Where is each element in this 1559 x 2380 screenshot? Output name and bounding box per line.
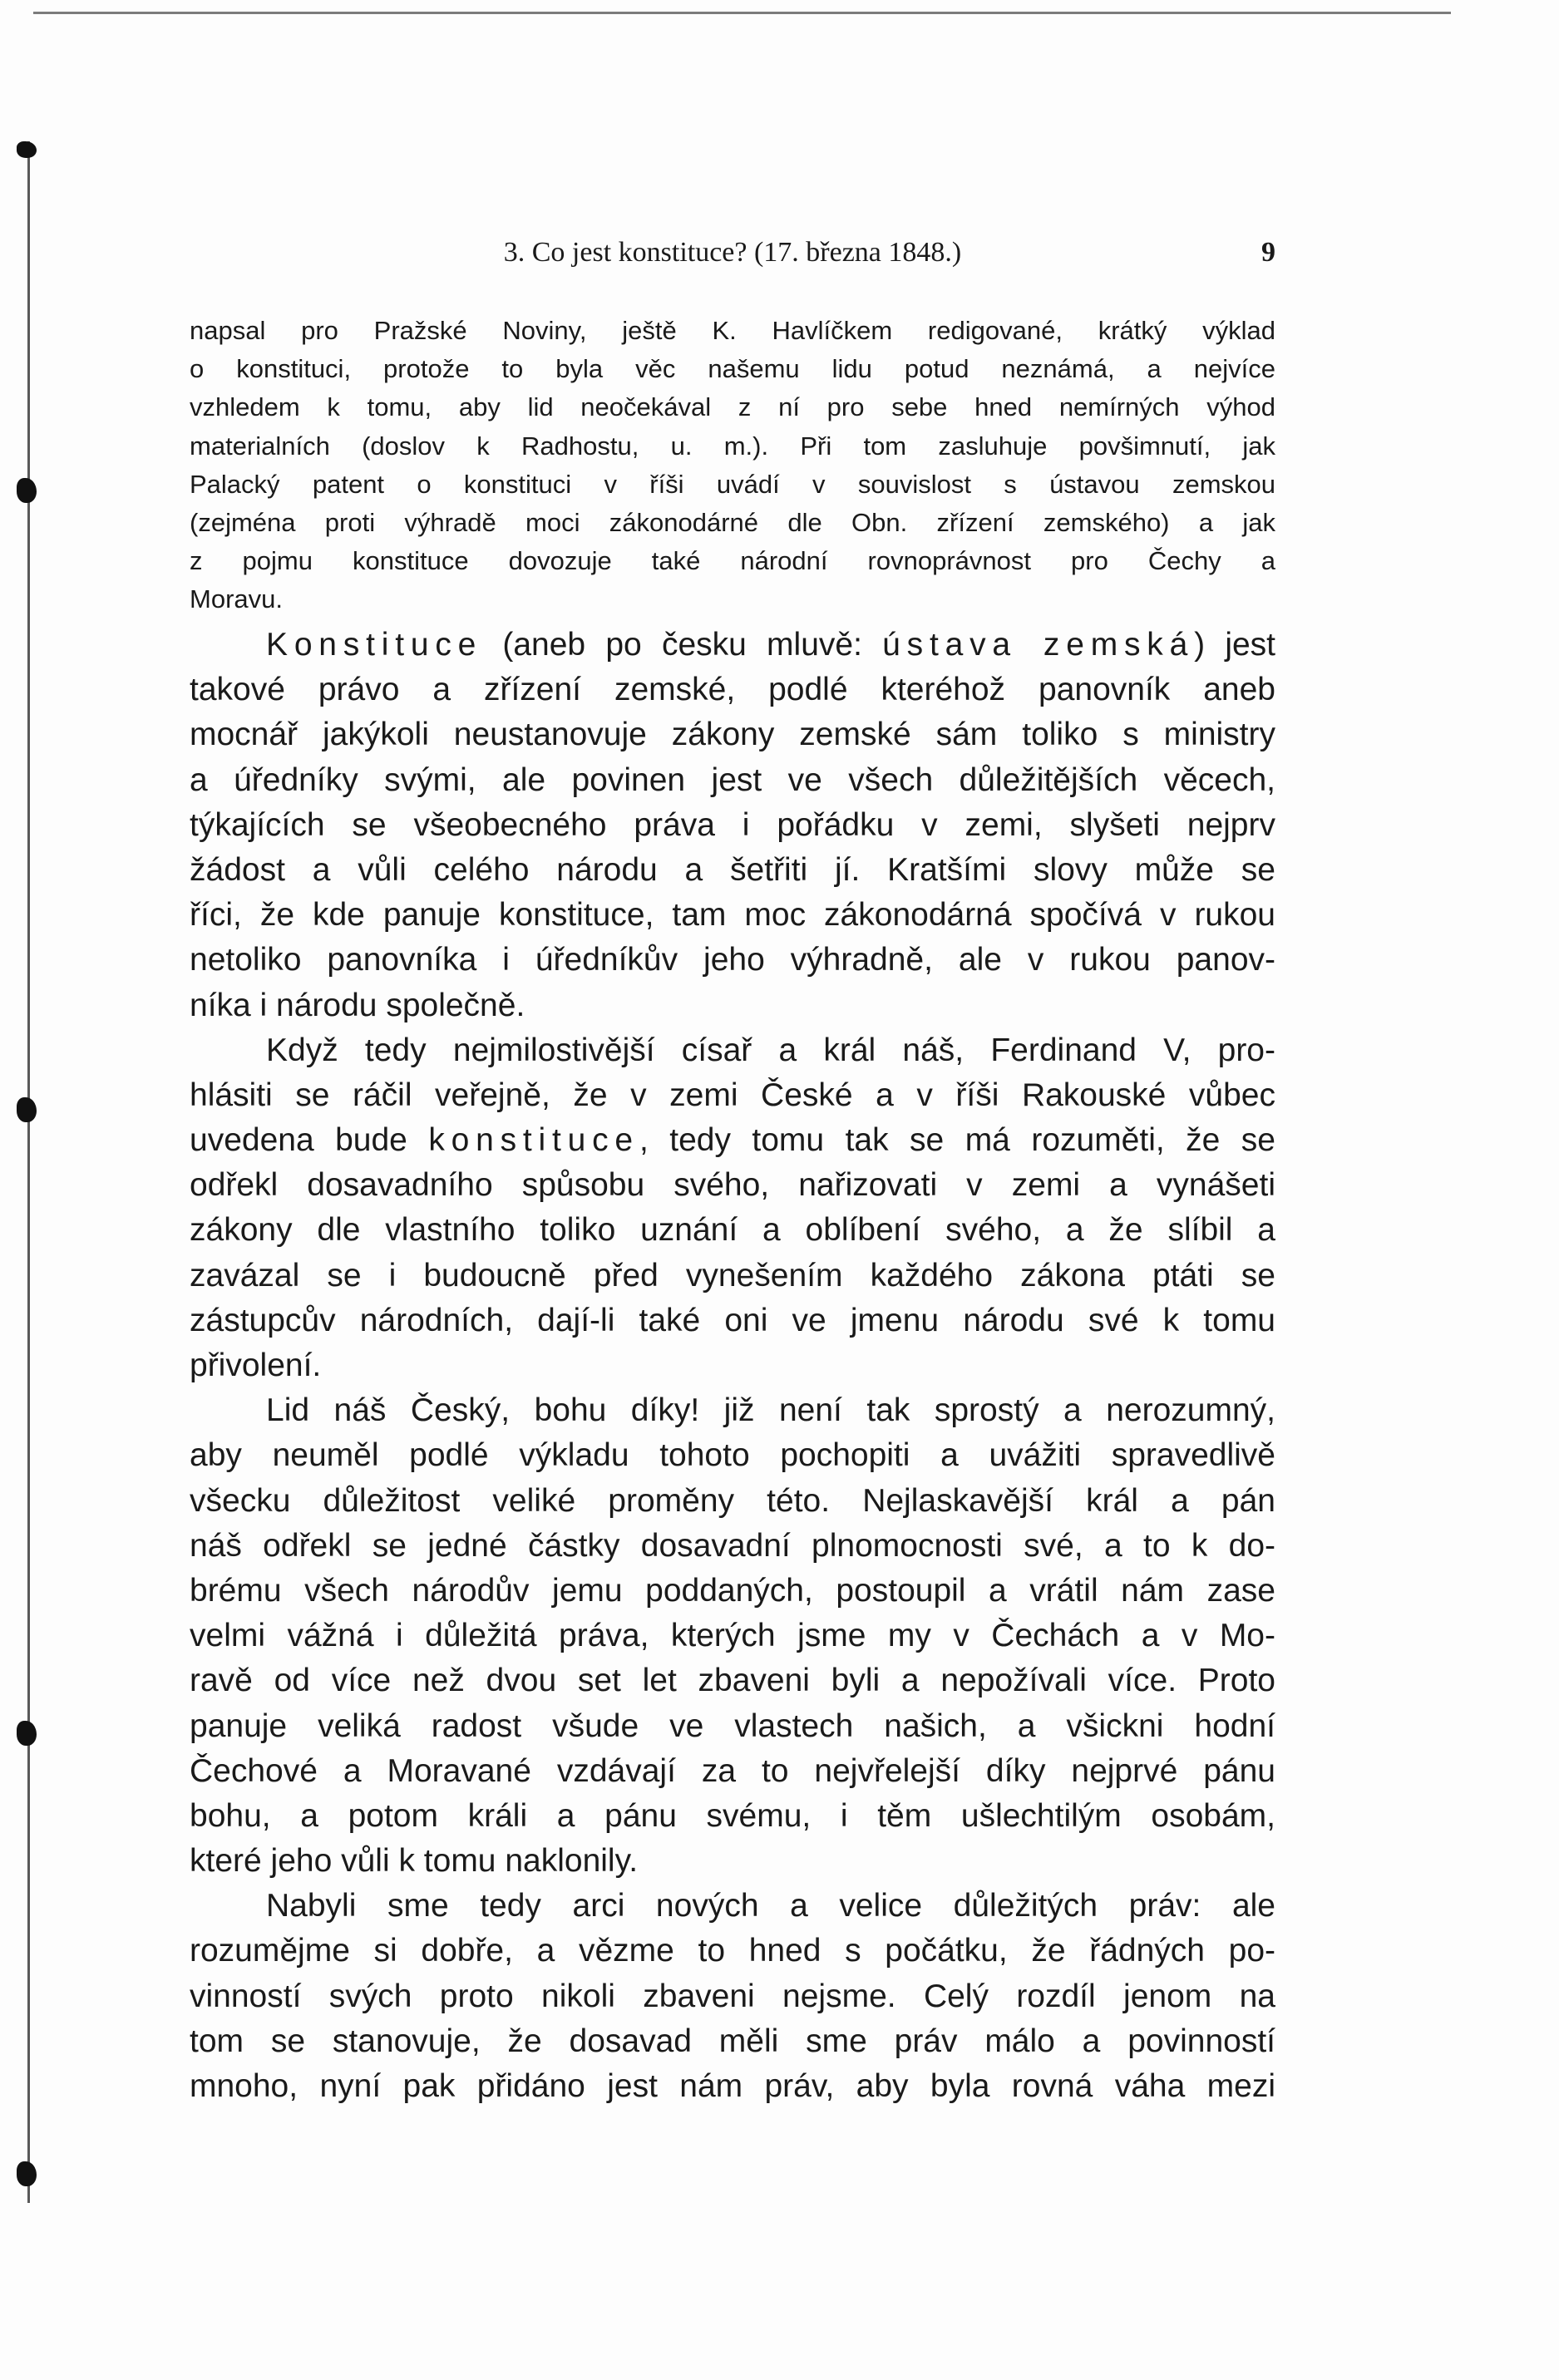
text-line	[190, 712, 1275, 757]
text-segment: mnoho, nyní pak přidáno jest nám práv, aby byla rovná váha mezi	[190, 2068, 1275, 2104]
text-line	[190, 938, 1275, 983]
text-segment: zástupcův národních, dají-li také oni ve jmenu národu své k tomu	[190, 1302, 1275, 1338]
text-segment: bohu, a potom králi a pánu svému, i těm ušlechtilým osobám,	[190, 1797, 1275, 1834]
text-line	[190, 848, 1275, 893]
text-segment: panuje veliká radost všude ve vlastech našich, a všickni hodní	[190, 1707, 1275, 1744]
text-line	[190, 1298, 1275, 1343]
text-line	[190, 580, 1275, 618]
running-title: 3. Co jest konstituce? (17. března 1848.)	[503, 237, 962, 268]
text-line	[190, 1479, 1275, 1524]
text-line	[190, 1839, 1275, 1884]
text-segment: týkajících se všeobecného práva i pořádku v zemi, slyšeti nejprv	[190, 806, 1275, 843]
text-line	[190, 758, 1275, 803]
binding-margin-line	[27, 141, 30, 2203]
text-segment: Palacký patent o konstituci v říši uvádí v souvislost s ústavou zemskou	[190, 469, 1275, 499]
text-line	[190, 623, 1275, 668]
text-line	[190, 1974, 1275, 2019]
text-segment: ) jest	[1194, 627, 1275, 663]
text-line	[190, 1433, 1275, 1478]
text-segment: které jeho vůli k tomu naklonily.	[190, 1843, 639, 1880]
margin-mark	[17, 2161, 37, 2186]
text-segment: napsal pro Pražské Noviny, ještě K. Havlíčkem redigované, krátký výklad	[190, 316, 1275, 345]
text-segment: vzhledem k tomu, aby lid neočekával z ní pro sebe hned nemírných výhod	[190, 392, 1275, 422]
text-line	[190, 803, 1275, 848]
emphasized-term: Konstituce	[266, 627, 483, 663]
text-segment: mocnář jakýkoli neustanovuje zákony zemské sám toliko s ministry	[190, 717, 1275, 753]
text-segment: ravě od více než dvou set let zbaveni byli a nepožívali více. Proto	[190, 1663, 1275, 1699]
text-line	[190, 1569, 1275, 1614]
text-segment: Nabyli sme tedy arci nových a velice důležitých práv: ale	[266, 1888, 1275, 1924]
margin-mark	[17, 1097, 37, 1122]
text-segment: žádost a vůli celého národu a šetřiti jí. Kratšími slovy může se	[190, 851, 1275, 888]
text-line	[190, 427, 1275, 466]
text-line	[190, 893, 1275, 938]
text-segment: materialních (doslov k Radhostu, u. m.). Při tom zasluhuje povšimnutí, jak	[190, 431, 1275, 461]
body-text	[190, 623, 1275, 2109]
text-line	[190, 2019, 1275, 2064]
text-line	[190, 1254, 1275, 1298]
text-segment: zavázal se i budoucně před vynešením každého zákona ptáti se	[190, 1257, 1275, 1293]
emphasized-term: ústava zemská	[882, 627, 1195, 663]
text-segment: Čechové a Moravané vzdávají za to nejvřelejší díky nejprvé pánu	[190, 1752, 1275, 1789]
text-segment: tom se stanovuje, že dosavad měli sme práv málo a povinností	[190, 2023, 1275, 2059]
text-line	[190, 983, 1275, 1028]
intro-note	[190, 312, 1275, 619]
emphasized-term: konstituce	[428, 1122, 639, 1159]
margin-mark	[17, 478, 37, 503]
text-line	[190, 1929, 1275, 1973]
text-line	[190, 1073, 1275, 1118]
text-line	[190, 1028, 1275, 1073]
text-line	[190, 668, 1275, 712]
text-line	[190, 1749, 1275, 1794]
text-segment: brému všech národův jemu poddaných, postoupil a vrátil nám zase	[190, 1572, 1275, 1609]
text-segment: odřekl dosavadního spůsobu svého, nařizovati v zemi a vynášeti	[190, 1167, 1275, 1204]
text-segment: aby neuměl podlé výkladu tohoto pochopiti a uvážiti spravedlivě	[190, 1437, 1275, 1474]
text-line	[190, 1163, 1275, 1208]
text-segment: přivolení.	[190, 1348, 322, 1383]
text-segment: Když tedy nejmilostivější císař a král náš, Ferdinand V, pro-	[266, 1032, 1275, 1068]
text-segment: o konstituci, protože to byla věc našemu lidu potud neznámá, a nejvíce	[190, 354, 1275, 384]
text-line	[190, 1208, 1275, 1253]
text-line	[190, 1388, 1275, 1433]
text-segment: říci, že kde panuje konstituce, tam moc zákonodárná spočívá v rukou	[190, 897, 1275, 934]
text-segment: všecku důležitost veliké proměny této. Nejlaskavější král a pán	[190, 1482, 1275, 1519]
text-segment: hlásiti se ráčil veřejně, že v zemi České a v říši Rakouské vůbec	[190, 1077, 1275, 1113]
text-segment: takové právo a zřízení zemské, podlé kteréhož panovník aneb	[190, 672, 1275, 708]
page-number: 9	[1261, 237, 1275, 268]
text-segment: velmi vážná i důležitá práva, kterých jsme my v Čechách a v Mo-	[190, 1618, 1275, 1654]
text-line	[190, 1794, 1275, 1839]
text-line	[190, 312, 1275, 350]
text-line	[190, 1614, 1275, 1658]
text-segment: rozumějme si dobře, a vězme to hned s počátku, že řádných po-	[190, 1933, 1275, 1969]
text-segment: Moravu.	[190, 584, 283, 614]
margin-mark	[17, 1721, 37, 1746]
text-line	[190, 1343, 1275, 1388]
text-segment: náš odřekl se jedné částky dosavadní plnomocnosti své, a to k do-	[190, 1527, 1275, 1564]
text-line	[190, 2064, 1275, 2109]
text-segment: níka i národu společně.	[190, 987, 525, 1023]
text-line	[190, 388, 1275, 426]
text-segment: a úředníky svými, ale povinen jest ve všech důležitějších věcech,	[190, 761, 1275, 798]
text-segment: (aneb po česku mluvě:	[482, 627, 883, 663]
text-line	[190, 1658, 1275, 1703]
text-line	[190, 350, 1275, 388]
text-segment: netoliko panovníka i úředníkův jeho výhradně, ale v rukou panov-	[190, 942, 1275, 978]
text-line	[190, 466, 1275, 504]
text-segment: zákony dle vlastního toliko uznání a oblíbení svého, a že slíbil a	[190, 1212, 1275, 1249]
text-line	[190, 1884, 1275, 1929]
text-segment: Lid náš Český, bohu díky! již není tak sprostý a nerozumný,	[266, 1392, 1275, 1429]
text-segment: (zejména proti výhradě moci zákonodárné dle Obn. zřízení zemského) a jak	[190, 507, 1275, 537]
text-line	[190, 542, 1275, 580]
text-segment: , tedy tomu tak se má rozuměti, že se	[639, 1122, 1275, 1159]
running-header	[190, 237, 1275, 278]
text-segment: z pojmu konstituce dovozuje také národní rovnoprávnost pro Čechy a	[190, 546, 1275, 576]
text-line	[190, 1704, 1275, 1749]
scan-top-edge	[33, 12, 1451, 14]
text-segment: vinností svých proto nikoli zbaveni nejsme. Celý rozdíl jenom na	[190, 1978, 1275, 2014]
text-line	[190, 1118, 1275, 1163]
text-line	[190, 1524, 1275, 1569]
text-segment: uvedena bude	[190, 1122, 429, 1159]
margin-mark	[17, 141, 37, 158]
text-line	[190, 504, 1275, 542]
